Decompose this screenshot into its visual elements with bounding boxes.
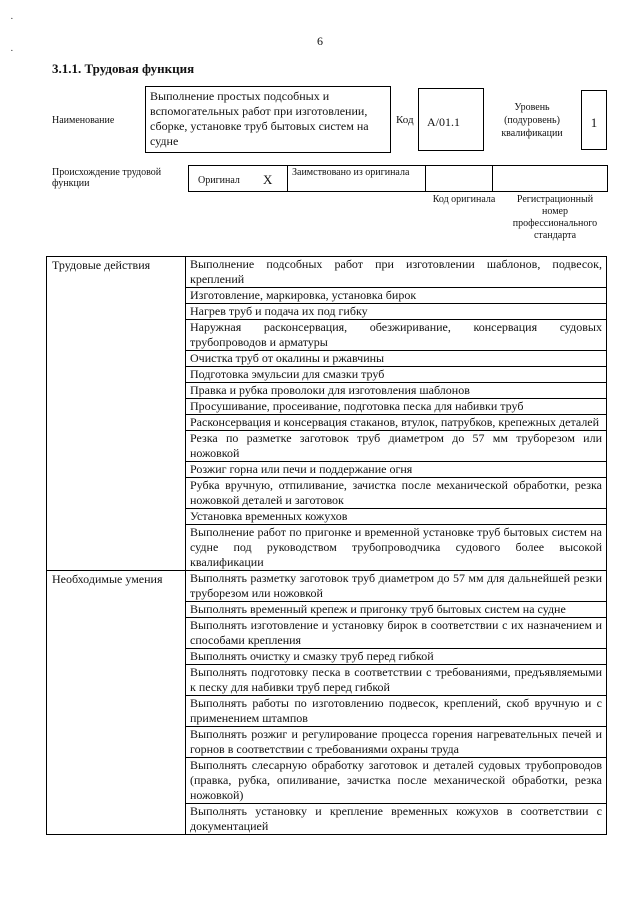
original-code-caption: Код оригинала [432,194,496,205]
list-item: Просушивание, просеивание, подготовка песка для набивки труб [186,399,607,415]
scan-mark: · [10,45,14,57]
level-label: Уровень (подуровень) квалификации [501,102,563,139]
origin-label: Происхождение трудовой функции [52,167,162,189]
list-item: Выполнять очистку и смазку труб перед гибкой [186,649,607,665]
table-row [47,257,607,288]
list-item: Подготовка эмульсии для смазки труб [186,367,607,383]
list-item: Розжиг горна или печи и поддержание огня [186,462,607,478]
scan-mark: · [10,13,14,25]
name-label: Наименование [52,115,115,126]
list-item: Нагрев труб и подача их под гибку [186,304,607,320]
labor-function-table [46,256,607,835]
list-item: Выполнять слесарную обработку заготовок и деталей судовых трубопроводов (правка, рубка, опиливание, зачистка после механической обработки, резка ножовкой) [186,758,607,804]
list-item: Выполнение подсобных работ при изготовлении шаблонов, подвесок, креплений [186,257,607,288]
list-item: Наружная расконсервация, обезжиривание, консервация судовых трубопроводов и арматуры [186,320,607,351]
list-item: Выполнять розжиг и регулирование процесса горения нагревательных печей и горнов в соответствии с требованиями охраны труда [186,727,607,758]
borrowed-cell [287,166,426,191]
section-title-cell: Трудовые действия [47,257,186,571]
borrowed-label: Заимствовано из оригинала [292,167,410,178]
origin-row [188,165,608,192]
page-number: 6 [317,34,323,48]
original-mark: X [263,172,273,187]
list-item: Изготовление, маркировка, установка бирок [186,288,607,304]
list-item: Выполнение работ по пригонке и временной установке труб бытовых систем на судне под руководством трубопроводчика судового более высокой квалификации [186,525,607,571]
level-value: 1 [590,115,598,130]
list-item: Установка временных кожухов [186,509,607,525]
code-label: Код [396,114,414,126]
list-item: Резка по разметке заготовок труб диаметром до 57 мм труборезом или ножовкой [186,431,607,462]
list-item: Выполнять временный крепеж и пригонку труб бытовых систем на судне [186,602,607,618]
list-item: Выполнять подготовку песка в соответствии с требованиями, предъявляемыми к песку для набивки труб перед гибкой [186,665,607,696]
original-label: Оригинал [198,175,240,186]
section-title-cell: Необходимые умения [47,571,186,835]
list-item: Выполнять разметку заготовок труб диаметром до 57 мм для дальнейшей резки труборезом или ножовкой [186,571,607,602]
function-name-value: Выполнение простых подсобных и вспомогательных работ при изготовлении, сборке, установке труб бытовых систем на судне [150,89,369,148]
table-row [47,571,607,602]
list-item: Выполнять работы по изготовлению подвесок, креплений, скоб вручную и с применением штампов [186,696,607,727]
list-item: Рубка вручную, отпиливание, зачистка после механической обработки, резка ножовкой деталей и заготовок [186,478,607,509]
code-box [418,88,484,151]
section-title: 3.1.1. Трудовая функция [52,61,195,76]
reg-number-caption: Регистрационный номер профессионального стандарта [512,194,598,241]
list-item: Очистка труб от окалины и ржавчины [186,351,607,367]
list-item: Выполнять установку и крепление временных кожухов в соответствии с документацией [186,804,607,835]
list-item: Правка и рубка проволоки для изготовления шаблонов [186,383,607,399]
original-cell [189,166,288,191]
code-value: A/01.1 [427,115,460,129]
function-name-box [145,86,391,153]
list-item: Расконсервация и консервация стаканов, втулок, патрубков, крепежных деталей [186,415,607,431]
level-box [581,90,607,150]
original-code-cell [425,166,493,191]
list-item: Выполнять изготовление и установку бирок в соответствии с их назначением и способами крепления [186,618,607,649]
